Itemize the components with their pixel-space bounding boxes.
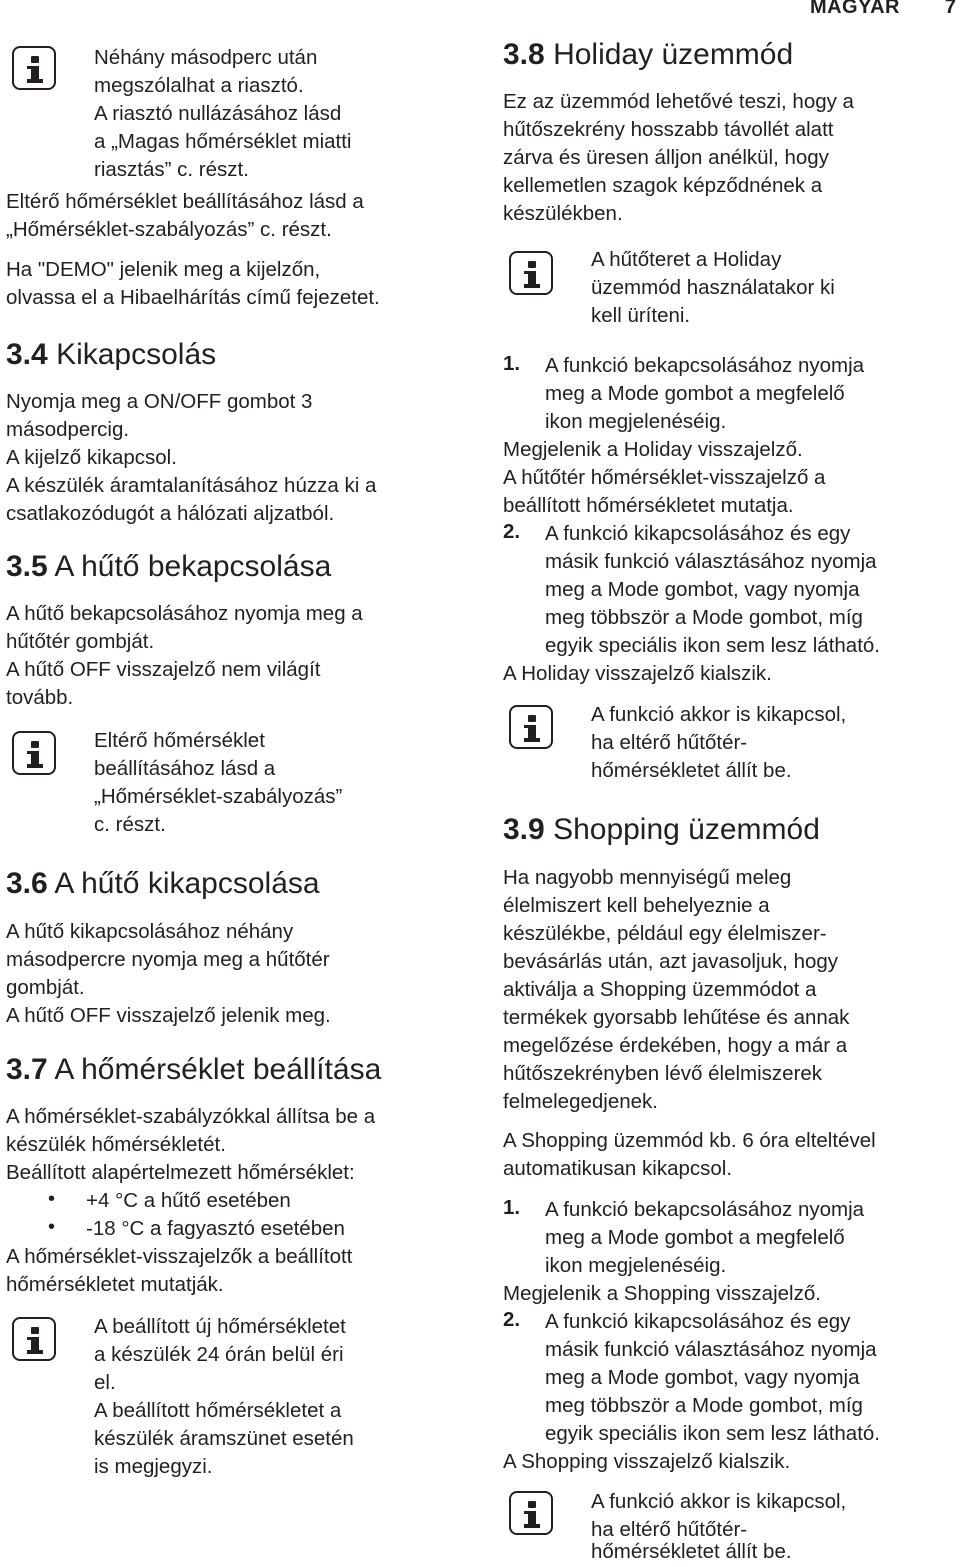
para-line: felmelegedjenek. bbox=[503, 1090, 658, 1113]
section-title: Kikapcsolás bbox=[56, 338, 217, 371]
note-alarm-3: A riasztó nullázásához lásd bbox=[94, 102, 342, 125]
para-line: tovább. bbox=[6, 686, 74, 709]
info-icon bbox=[509, 1491, 553, 1535]
note-line: hőmérsékletet állít be. bbox=[591, 759, 792, 782]
step-number: 2. bbox=[503, 1308, 521, 1331]
para-line: másodpercig. bbox=[6, 418, 130, 441]
page-number: 7 bbox=[944, 0, 956, 18]
para-line: készülékbe, például egy élelmiszer- bbox=[503, 922, 827, 945]
note-line: üzemmód használatakor ki bbox=[591, 276, 835, 299]
para-line: másodpercre nyomja meg a hűtőtér bbox=[6, 948, 330, 971]
step-line: ikon megjelenéséig. bbox=[545, 410, 727, 433]
note-line: „Hőmérséklet-szabályozás” bbox=[94, 785, 343, 808]
para-line: beállított hőmérsékletet mutatja. bbox=[503, 494, 794, 517]
step-line: A funkció bekapcsolásához nyomja bbox=[545, 1198, 865, 1221]
section-heading-3-8 bbox=[503, 38, 793, 72]
para-line: Ha "DEMO" jelenik meg a kijelzőn, bbox=[6, 258, 321, 281]
section-title: Shopping üzemmód bbox=[553, 813, 820, 846]
step-line: meg a Mode gombot a megfelelő bbox=[545, 1226, 845, 1249]
para-line: csatlakozódugót a hálózati aljzatból. bbox=[6, 502, 335, 525]
note-line: ha eltérő hűtőtér- bbox=[591, 731, 748, 754]
note-line: a készülék 24 órán belül éri bbox=[94, 1343, 344, 1366]
para-line: A Shopping üzemmód kb. 6 óra elteltével bbox=[503, 1129, 876, 1152]
step-line: meg többször a Mode gombot, míg bbox=[545, 1394, 863, 1417]
step-line: A funkció kikapcsolásához és egy bbox=[545, 1310, 851, 1333]
para-line: aktiválja a Shopping üzemmódot a bbox=[503, 978, 817, 1001]
para-line: megelőzése érdekében, hogy a már a bbox=[503, 1034, 848, 1057]
step-line: egyik speciális ikon sem lesz látható. bbox=[545, 1422, 880, 1445]
note-line: A beállított hőmérsékletet a bbox=[94, 1399, 342, 1422]
section-number: 3.8 bbox=[503, 38, 545, 71]
note-line: c. részt. bbox=[94, 813, 166, 836]
info-icon bbox=[509, 705, 553, 749]
para-line: A hűtő kikapcsolásához néhány bbox=[6, 920, 294, 943]
para-line: A hőmérséklet-visszajelzők a beállított bbox=[6, 1245, 353, 1268]
para-line: Ez az üzemmód lehetővé teszi, hogy a bbox=[503, 90, 854, 113]
para-line: Nyomja meg a ON/OFF gombot 3 bbox=[6, 390, 313, 413]
para-line: hőmérsékletet mutatják. bbox=[6, 1273, 224, 1296]
para-line: hűtőtér gombját. bbox=[6, 630, 155, 653]
info-icon bbox=[12, 1317, 56, 1361]
section-title: A hűtő kikapcsolása bbox=[54, 867, 320, 900]
bullet-dot: • bbox=[48, 1216, 56, 1238]
step-line: meg a Mode gombot a megfelelő bbox=[545, 382, 845, 405]
para-line: A hűtő bekapcsolásához nyomja meg a bbox=[6, 602, 363, 625]
step-number: 1. bbox=[503, 1196, 521, 1219]
note-alarm-5: riasztás” c. részt. bbox=[94, 158, 249, 181]
section-number: 3.5 bbox=[6, 550, 48, 583]
info-icon bbox=[12, 46, 56, 90]
para-line: Megjelenik a Shopping visszajelző. bbox=[503, 1282, 821, 1305]
section-number: 3.7 bbox=[6, 1053, 48, 1086]
step-line: meg a Mode gombot, vagy nyomja bbox=[545, 1366, 860, 1389]
bullet-item: -18 °C a fagyasztó esetében bbox=[86, 1217, 345, 1240]
step-number: 1. bbox=[503, 352, 521, 375]
step-line: A funkció kikapcsolásához és egy bbox=[545, 522, 851, 545]
note-line: A beállított új hőmérsékletet bbox=[94, 1315, 346, 1338]
para-line: A Holiday visszajelző kialszik. bbox=[503, 662, 772, 685]
note-line: beállításához lásd a bbox=[94, 757, 276, 780]
para-line: hűtőszekrényben lévő élelmiszerek bbox=[503, 1062, 823, 1085]
note-alarm-4: a „Magas hőmérséklet miatti bbox=[94, 130, 352, 153]
para-line: A hűtő OFF visszajelző jelenik meg. bbox=[6, 1004, 331, 1027]
section-number: 3.6 bbox=[6, 867, 48, 900]
note-alarm-1: Néhány másodperc után bbox=[94, 46, 318, 69]
note-line: ha eltérő hűtőtér- bbox=[591, 1518, 748, 1541]
note-line: A funkció akkor is kikapcsol, bbox=[591, 1490, 847, 1513]
section-number: 3.9 bbox=[503, 813, 545, 846]
page-header bbox=[0, 0, 960, 20]
para-line: A hőmérséklet-szabályzókkal állítsa be a bbox=[6, 1105, 376, 1128]
note-line: A funkció akkor is kikapcsol, bbox=[591, 703, 847, 726]
note-alarm-2: megszólalhat a riasztó. bbox=[94, 74, 304, 97]
note-line: A hűtőteret a Holiday bbox=[591, 248, 782, 271]
bullet-dot: • bbox=[48, 1188, 56, 1210]
section-title: A hőmérséklet beállítása bbox=[54, 1053, 382, 1086]
section-heading-3-5 bbox=[6, 550, 331, 584]
para-line: készülék hőmérsékletét. bbox=[6, 1133, 226, 1156]
note-line: is megjegyzi. bbox=[94, 1455, 213, 1478]
section-heading-3-7 bbox=[6, 1053, 381, 1087]
language-label: MAGYAR bbox=[809, 0, 900, 18]
para-line: élelmiszert kell behelyeznie a bbox=[503, 894, 770, 917]
para-line: zárva és üresen álljon anélkül, hogy bbox=[503, 146, 829, 169]
note-line: készülék áramszünet esetén bbox=[94, 1427, 354, 1450]
step-line: meg többször a Mode gombot, míg bbox=[545, 606, 863, 629]
step-line: egyik speciális ikon sem lesz látható. bbox=[545, 634, 880, 657]
para-line: termékek gyorsabb lehűtése és annak bbox=[503, 1006, 850, 1029]
section-heading-3-9 bbox=[503, 813, 820, 847]
step-line: A funkció bekapcsolásához nyomja bbox=[545, 354, 865, 377]
section-title: Holiday üzemmód bbox=[553, 38, 794, 71]
para-line: Beállított alapértelmezett hőmérséklet: bbox=[6, 1161, 355, 1184]
para-line: A hűtő OFF visszajelző nem világít bbox=[6, 658, 321, 681]
note-line: el. bbox=[94, 1371, 116, 1394]
para-line: A kijelző kikapcsol. bbox=[6, 446, 177, 469]
para-line: bevásárlás után, azt javasoljuk, hogy bbox=[503, 950, 839, 973]
step-line: meg a Mode gombot, vagy nyomja bbox=[545, 578, 860, 601]
section-heading-3-6 bbox=[6, 867, 320, 901]
para-line: Ha nagyobb mennyiségű meleg bbox=[503, 866, 792, 889]
note-line: Eltérő hőmérséklet bbox=[94, 729, 265, 752]
para-line: A készülék áramtalanításához húzza ki a bbox=[6, 474, 377, 497]
para-line: hűtőszekrény hosszabb távollét alatt bbox=[503, 118, 834, 141]
para-line: kellemetlen szagok képződnének a bbox=[503, 174, 823, 197]
note-line: kell üríteni. bbox=[591, 304, 691, 327]
step-line: másik funkció választásához nyomja bbox=[545, 550, 877, 573]
section-title: A hűtő bekapcsolása bbox=[54, 550, 332, 583]
para-line: A Shopping visszajelző kialszik. bbox=[503, 1450, 791, 1473]
para-line: olvassa el a Hibaelhárítás című fejezetet. bbox=[6, 286, 380, 309]
step-line: ikon megjelenéséig. bbox=[545, 1254, 727, 1277]
step-number: 2. bbox=[503, 520, 521, 543]
para-line: „Hőmérséklet-szabályozás” c. részt. bbox=[6, 218, 332, 241]
para-line: A hűtőtér hőmérséklet-visszajelző a bbox=[503, 466, 826, 489]
para-line: Megjelenik a Holiday visszajelző. bbox=[503, 438, 803, 461]
info-icon bbox=[509, 251, 553, 295]
para-line: készülékben. bbox=[503, 202, 623, 225]
section-heading-3-4 bbox=[6, 338, 216, 372]
section-number: 3.4 bbox=[6, 338, 48, 371]
para-line: gombját. bbox=[6, 976, 85, 999]
para-line: automatikusan kikapcsol. bbox=[503, 1157, 733, 1180]
note-line: hőmérsékletet állít be. bbox=[591, 1540, 792, 1563]
step-line: másik funkció választásához nyomja bbox=[545, 1338, 877, 1361]
bullet-item: +4 °C a hűtő esetében bbox=[86, 1189, 291, 1212]
info-icon bbox=[12, 731, 56, 775]
para-line: Eltérő hőmérséklet beállításához lásd a bbox=[6, 190, 364, 213]
